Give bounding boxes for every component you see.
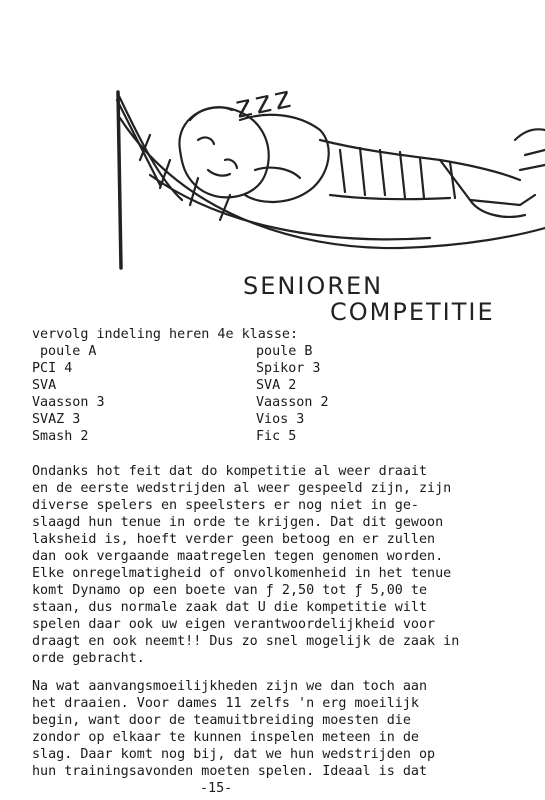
paragraph-line: Na wat aanvangsmoeilijkheden zijn we dan toch aan [32,679,428,694]
paragraph-line: en de eerste wedstrijden al weer gespeeld zijn, zijn [32,481,452,496]
pool-b-title: poule B [256,344,313,359]
page-number: -15- [200,781,233,796]
pool-a-team: Smash 2 [32,429,89,444]
paragraph-line: laksheid is, hoeft verder geen betoog en er zullen [32,532,436,547]
paragraph-line: diverse spelers en speelsters er nog niet in ge- [32,498,419,513]
intro-line: vervolg indeling heren 4e klasse: [32,327,299,342]
paragraph-tenue [32,463,537,667]
pool-b-team: SVA 2 [256,378,297,393]
paragraph-line: Ondanks hot feit dat do kompetitie al weer draait [32,464,428,479]
paragraph-line: hun trainingsavonden moeten spelen. Ideaal is dat [32,764,428,779]
paragraph-aanvang [32,678,537,780]
paragraph-line: dan ook vergaande maatregelen tegen genomen worden. [32,549,444,564]
sleep-zzz-text: zzz [232,79,298,126]
paragraph-line: zondor op elkaar te kunnen inspelen meteen in de [32,730,419,745]
pool-a-team: PCI 4 [32,361,73,376]
paragraph-line: draagt en ook neemt!! Dus zo snel mogelijk de zaak in [32,634,460,649]
paragraph-line: slaagd hun tenue in orde te krijgen. Dat dit gewoon [32,515,444,530]
paragraph-line: slag. Daar komt nog bij, dat we hun wedstrijden op [32,747,436,762]
heading-senioren: SENIOREN [243,272,384,300]
pool-b-team: Vios 3 [256,412,305,427]
paragraph-line: staan, dus normale zaak dat U die kompetitie wilt [32,600,428,615]
pool-a-team: SVA [32,378,57,393]
paragraph-line: begin, want door de teamuitbreiding moesten die [32,713,411,728]
hammock-sleeper-illustration [0,0,545,270]
pool-b-team: Spikor 3 [256,361,321,376]
paragraph-line: spelen daar ook uw eigen verantwoordelijkheid voor [32,617,436,632]
pool-a-title: poule A [40,344,97,359]
paragraph-line: komt Dynamo op een boete van ƒ 2,50 tot ƒ 5,00 te [32,583,428,598]
pool-listing [32,326,532,445]
pool-a-team: SVAZ 3 [32,412,81,427]
pool-a-team: Vaasson 3 [32,395,105,410]
paragraph-line: Elke onregelmatigheid of onvolkomenheid in het tenue [32,566,452,581]
heading-competitie: COMPETITIE [330,298,495,326]
paragraph-line: orde gebracht. [32,651,145,666]
pool-b-team: Vaasson 2 [256,395,329,410]
pool-b-team: Fic 5 [256,429,297,444]
paragraph-line: het draaien. Voor dames 11 zelfs 'n erg moeilijk [32,696,419,711]
